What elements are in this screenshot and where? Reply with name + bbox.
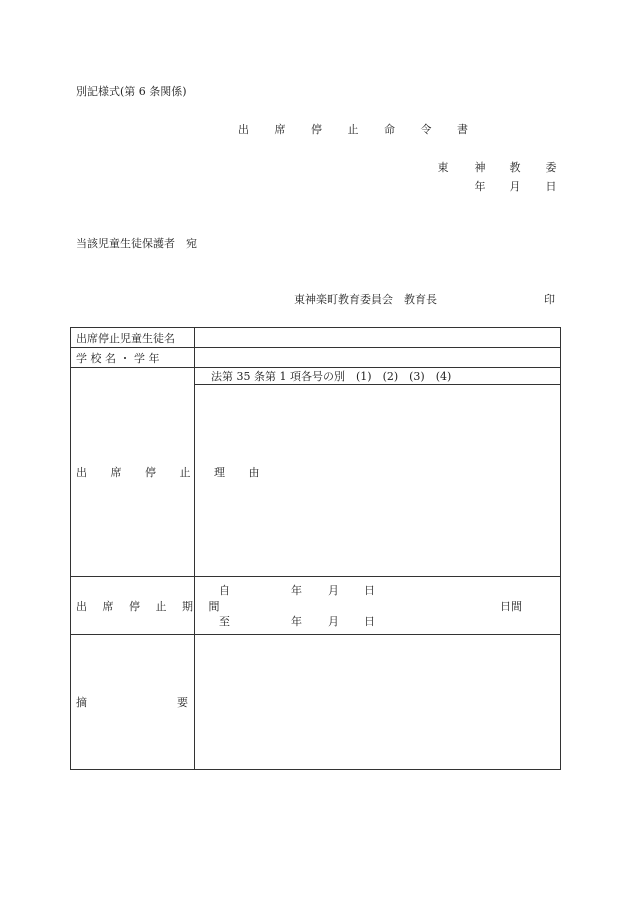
period-from-year: 年 [291, 584, 302, 597]
period-to-month: 月 [328, 615, 339, 628]
period-from-day: 日 [364, 584, 375, 597]
period-from: 自 [219, 584, 230, 597]
table-row [71, 368, 561, 385]
period-to-day: 日 [364, 615, 375, 628]
period-to: 至 [219, 615, 230, 628]
reason-label: 出 席 停 止 理 由 [71, 368, 195, 577]
date-day: 日 [545, 180, 557, 193]
suspension-form-table [70, 327, 561, 770]
school-grade-label: 学 校 名 ・ 学 年 [71, 348, 195, 368]
summary-label-left: 摘 [76, 696, 87, 709]
issuer-char: 委 [545, 161, 557, 174]
date-month: 月 [509, 180, 521, 193]
student-name-label: 出席停止児童生徒名 [71, 328, 195, 348]
summary-label [71, 635, 195, 770]
period-days: 日間 [500, 600, 522, 613]
period-label: 出 席 停 止 期 間 [71, 577, 195, 635]
issuer-char: 東 [437, 161, 449, 174]
summary-field[interactable] [195, 635, 561, 770]
period-to-year: 年 [291, 615, 302, 628]
table-row [71, 577, 561, 635]
sender: 東神楽町教育委員会 教育長 [294, 293, 437, 306]
seal-mark: 印 [544, 293, 555, 306]
school-grade-field[interactable] [195, 348, 561, 368]
form-label: 別記様式(第 6 条関係) [76, 85, 187, 98]
reason-legal-basis: 法第 35 条第 1 項各号の別 (1) (2) (3) (4) [195, 368, 561, 385]
table-row [71, 328, 561, 348]
recipient: 当該児童生徒保護者 宛 [76, 237, 197, 250]
issuer-char: 教 [509, 161, 521, 174]
table-row [71, 635, 561, 770]
date-year: 年 [474, 180, 486, 193]
student-name-field[interactable] [195, 328, 561, 348]
summary-label-right: 要 [177, 696, 188, 709]
reason-field[interactable] [195, 385, 561, 577]
table-row [71, 348, 561, 368]
document-title: 出 席 停 止 命 令 書 [238, 123, 479, 136]
period-from-month: 月 [328, 584, 339, 597]
period-field[interactable] [195, 577, 561, 635]
issuer-char: 神 [474, 161, 486, 174]
